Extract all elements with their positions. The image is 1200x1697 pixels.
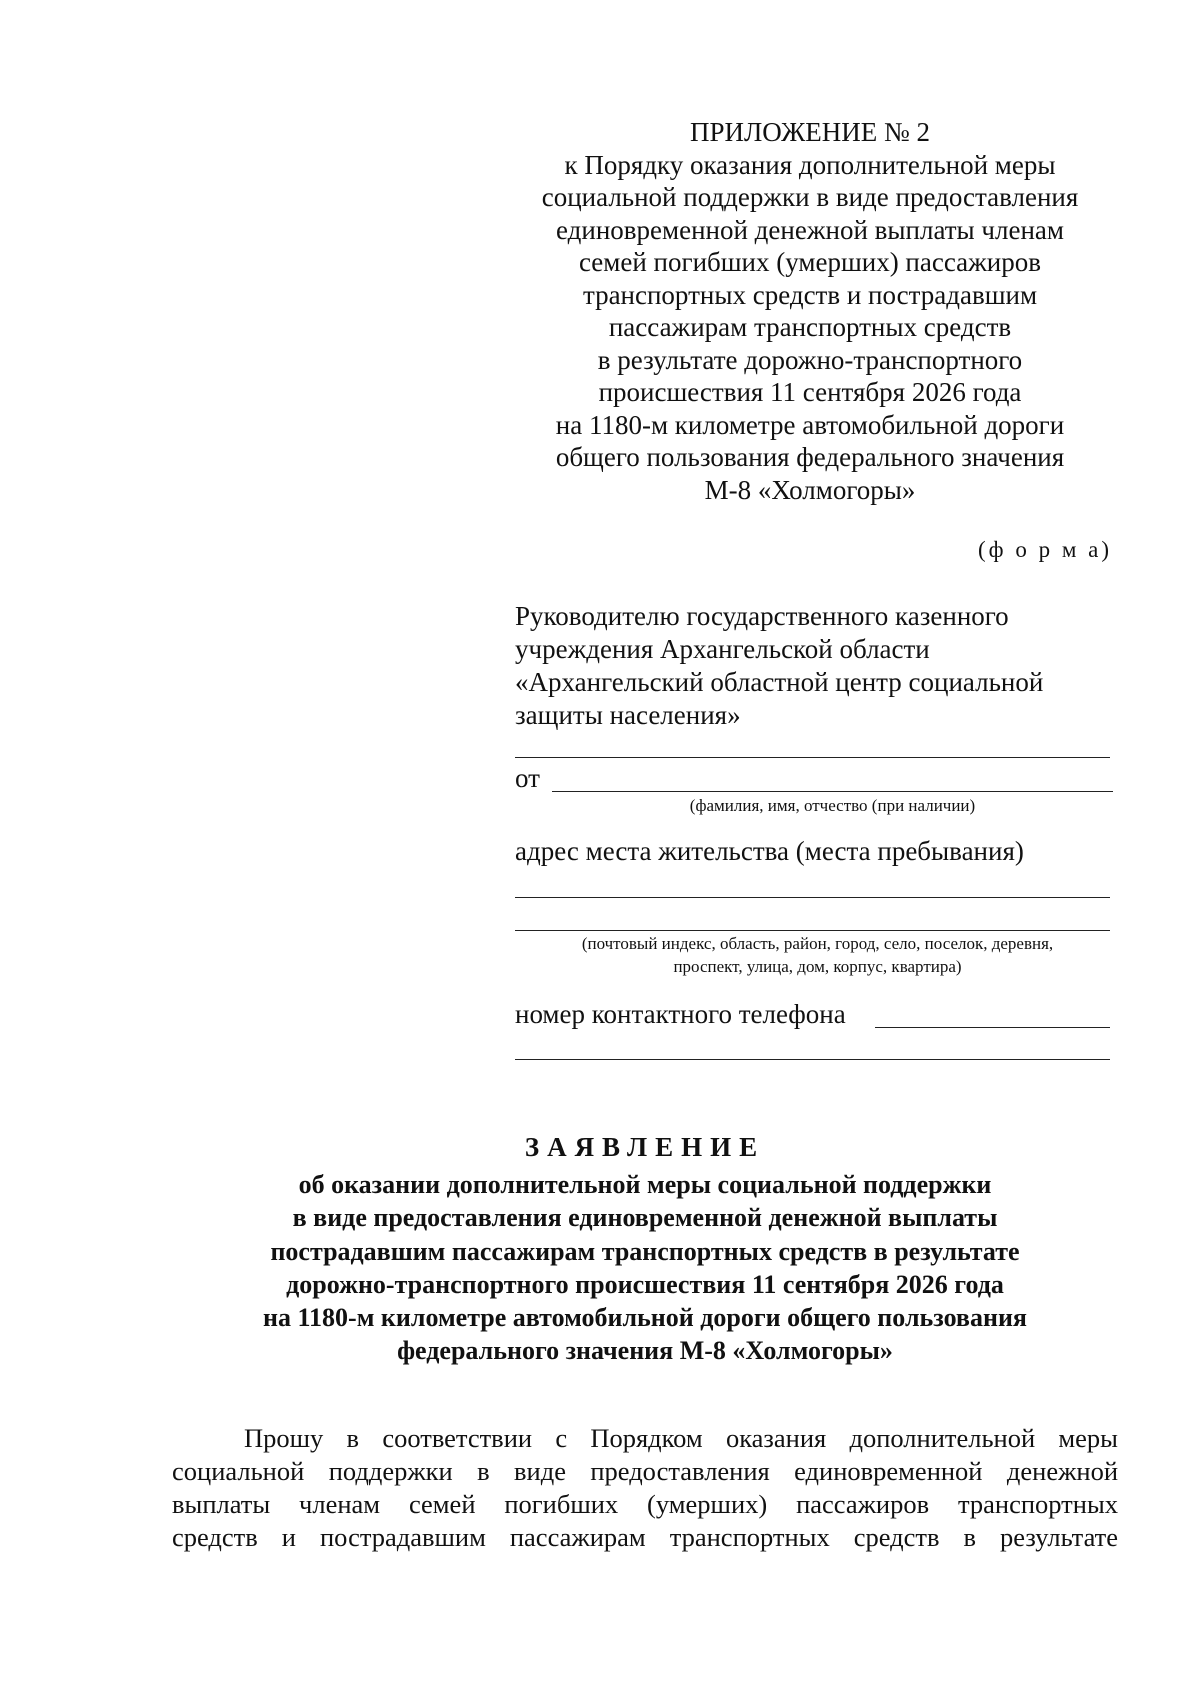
from-blank-line[interactable] bbox=[552, 791, 1113, 792]
from-hint: (фамилия, имя, отчество (при наличии) bbox=[689, 796, 976, 815]
appendix-line: в результате дорожно-транспортного bbox=[597, 344, 1023, 375]
addressee-blank-line[interactable] bbox=[515, 757, 1110, 758]
appendix-line: пассажирам транспортных средств bbox=[608, 312, 1012, 342]
statement-title: ЗАЯВЛЕНИЕ bbox=[524, 1132, 766, 1162]
address-label: адрес места жительства (места пребывания) bbox=[515, 836, 1024, 866]
appendix-line: на 1180-м километре автомобильной дороги bbox=[555, 409, 1065, 440]
appendix-line: семей погибших (умерших) пассажиров bbox=[578, 247, 1042, 277]
appendix-header bbox=[520, 116, 1100, 506]
subtitle-line: на 1180-м километре автомобильной дороги общего пользования bbox=[262, 1303, 1028, 1333]
address-blank-line-1[interactable] bbox=[515, 897, 1110, 898]
addressee-line: защиты населения» bbox=[515, 700, 741, 730]
subtitle-line: федерального значения М-8 «Холмогоры» bbox=[397, 1336, 893, 1366]
form-label: (ф о р м а) bbox=[978, 537, 1112, 562]
subtitle-line: пострадавшим пассажирам транспортных средств в результате bbox=[270, 1236, 1020, 1266]
body-line: средств и пострадавшим пассажирам транспортных средств в результате bbox=[172, 1522, 1118, 1552]
appendix-line: единовременной денежной выплаты членам bbox=[556, 214, 1064, 245]
subtitle-line: об оказании дополнительной меры социальной поддержки bbox=[298, 1170, 992, 1199]
addressee-line: «Архангельский областной центр социальной bbox=[515, 667, 1044, 697]
appendix-line: общего пользования федерального значения bbox=[555, 442, 1065, 472]
appendix-title: ПРИЛОЖЕНИЕ № 2 bbox=[689, 117, 931, 147]
subtitle-line: в виде предоставления единовременной денежной выплаты bbox=[292, 1203, 998, 1233]
statement-body bbox=[172, 1422, 1118, 1554]
addressee-line: Руководителю государственного казенного bbox=[515, 601, 1009, 631]
phone-label: номер контактного телефона bbox=[515, 999, 846, 1029]
statement-subtitle bbox=[140, 1168, 1150, 1368]
phone-blank-line[interactable] bbox=[875, 1027, 1110, 1028]
appendix-line: транспортных средств и пострадавшим bbox=[582, 279, 1038, 310]
phone-blank-line-2[interactable] bbox=[515, 1059, 1110, 1060]
addressee-block bbox=[515, 600, 1115, 732]
address-hint-line-2: проспект, улица, дом, корпус, квартира) bbox=[673, 957, 962, 976]
address-blank-line-2[interactable] bbox=[515, 930, 1110, 931]
body-line: социальной поддержки в виде предоставления единовременной денежной bbox=[172, 1456, 1118, 1486]
addressee-line: учреждения Архангельской области bbox=[515, 634, 930, 664]
from-label: от bbox=[515, 763, 540, 793]
appendix-line: М-8 «Холмогоры» bbox=[704, 474, 916, 505]
appendix-line: происшествия 11 сентября 2026 года bbox=[598, 377, 1022, 407]
body-line: Прошу в соответствии с Порядком оказания дополнительной меры bbox=[244, 1423, 1118, 1453]
subtitle-line: дорожно-транспортного происшествия 11 сентября 2026 года bbox=[286, 1269, 1004, 1299]
body-line: выплаты членам семей погибших (умерших) пассажиров транспортных bbox=[172, 1489, 1118, 1519]
address-hint-line-1: (почтовый индекс, область, район, город, село, поселок, деревня, bbox=[581, 934, 1054, 953]
appendix-line: социальной поддержки в виде предоставления bbox=[541, 182, 1079, 212]
appendix-line: к Порядку оказания дополнительной меры bbox=[564, 149, 1056, 180]
